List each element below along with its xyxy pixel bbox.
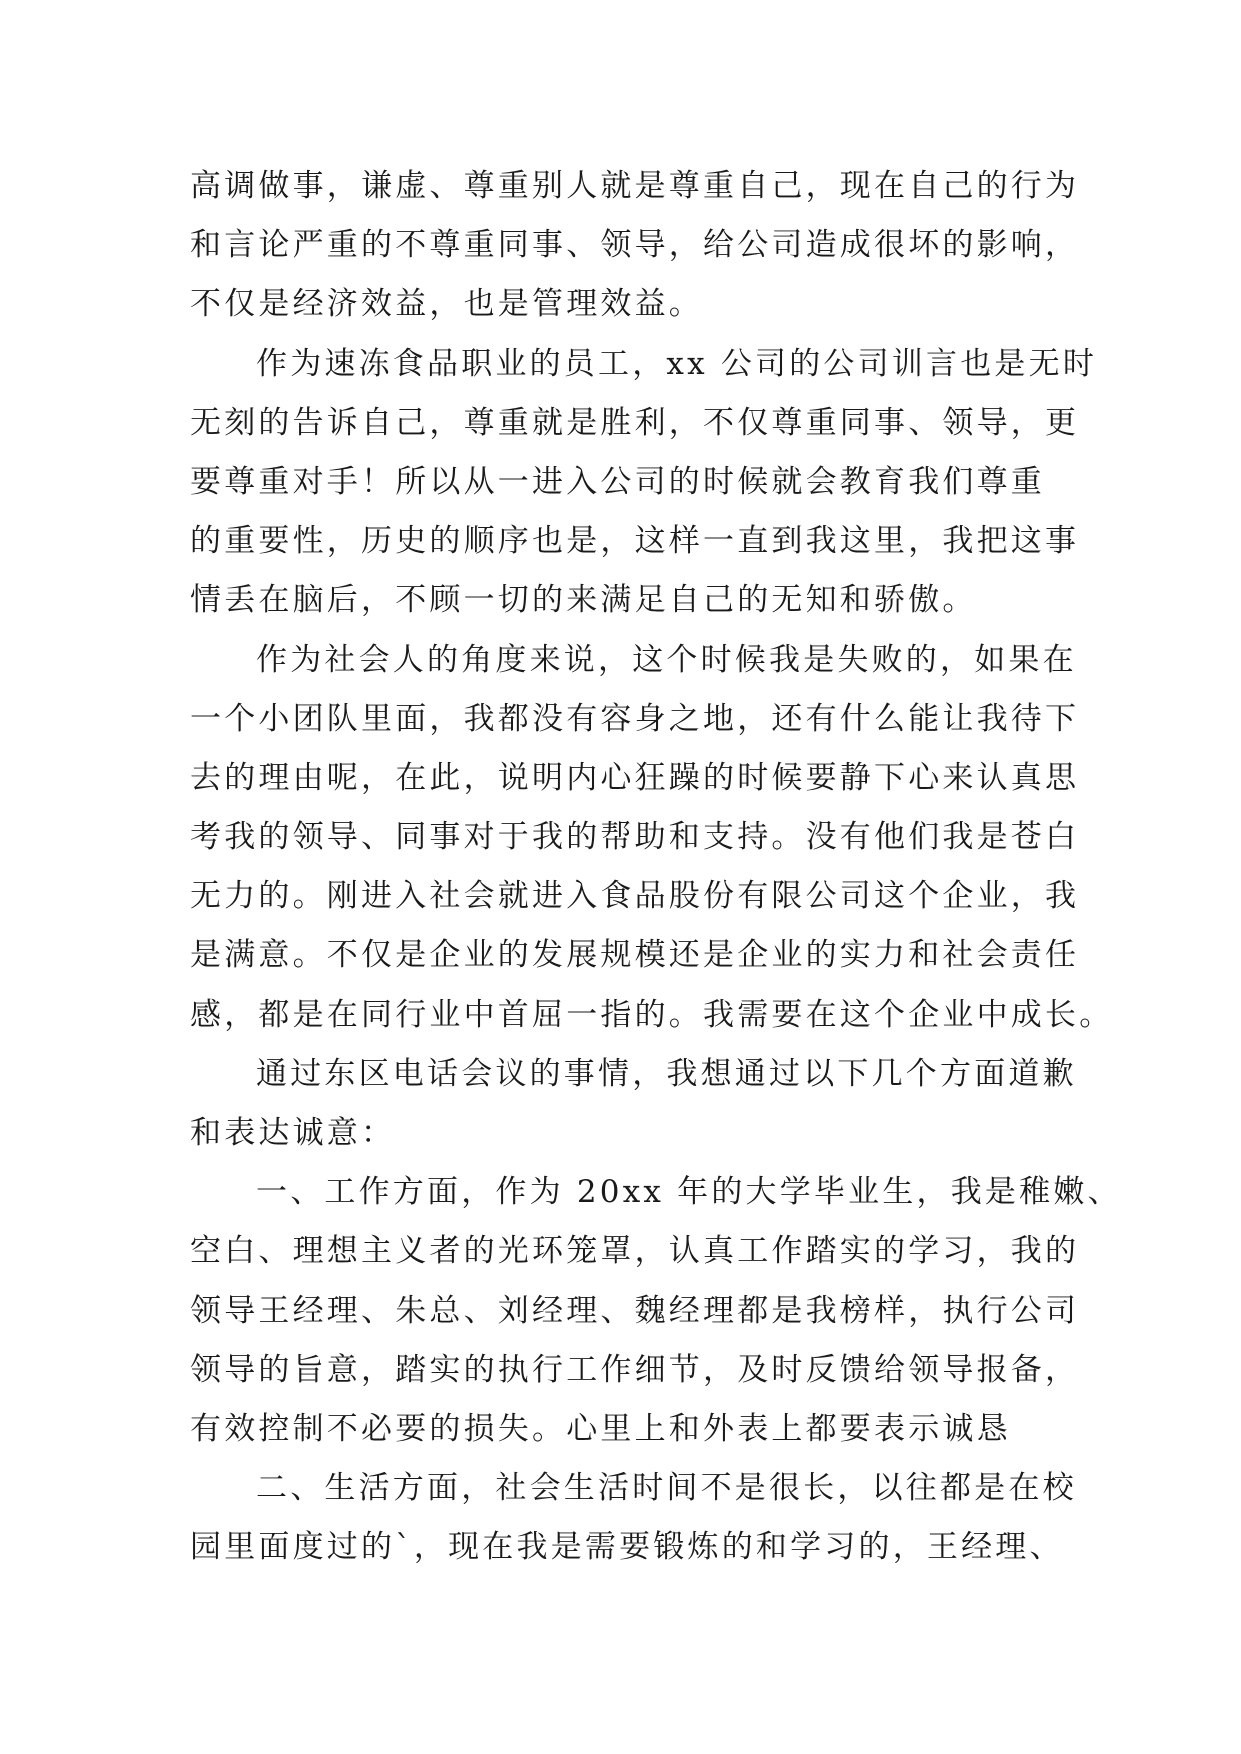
text-line: 的重要性，历史的顺序也是，这样一直到我这里，我把这事 xyxy=(190,523,1080,560)
text-line: 去的理由呢，在此，说明内心狂躁的时候要静下心来认真思 xyxy=(190,759,1080,796)
text-line: 考我的领导、同事对于我的帮助和支持。没有他们我是苍白 xyxy=(190,819,1080,856)
text-line: 有效控制不必要的损失。心里上和外表上都要表示诚恳 xyxy=(190,1410,1011,1447)
text-line: 领导的旨意，踏实的执行工作细节，及时反馈给领导报备， xyxy=(190,1351,1080,1388)
text-line: 空白、理想主义者的光环笼罩，认真工作踏实的学习，我的 xyxy=(190,1233,1080,1270)
text-line: 要尊重对手！所以从一进入公司的时候就会教育我们尊重 xyxy=(190,463,1045,500)
text-line: 无刻的告诉自己，尊重就是胜利，不仅尊重同事、领导，更 xyxy=(190,404,1080,441)
document-body xyxy=(190,157,1122,1578)
text-line: 和表达诚意： xyxy=(190,1115,396,1151)
text-line: 感，都是在同行业中首屈一指的。我需要在这个企业中成长。 xyxy=(190,996,1114,1033)
text-line: 和言论严重的不尊重同事、领导，给公司造成很坏的影响， xyxy=(190,227,1080,264)
text-line: 领导王经理、朱总、刘经理、魏经理都是我榜样，执行公司 xyxy=(190,1292,1080,1329)
text-line: 园里面度过的`，现在我是需要锻炼的和学习的，王经理、 xyxy=(190,1529,1064,1566)
text-line: 无力的。刚进入社会就进入食品股份有限公司这个企业，我 xyxy=(190,878,1080,915)
text-line: 情丢在脑后，不顾一切的来满足自己的无知和骄傲。 xyxy=(190,582,977,619)
paragraph-first-line: 通过东区电话会议的事情，我想通过以下几个方面道歉 xyxy=(256,1055,1077,1092)
text-line: 是满意。不仅是企业的发展规模还是企业的实力和社会责任 xyxy=(190,937,1080,974)
paragraph-first-line: 二、生活方面，社会生活时间不是很长，以往都是在校 xyxy=(256,1470,1077,1507)
text-line: 不仅是经济效益，也是管理效益。 xyxy=(190,286,703,323)
paragraph-first-line: 作为社会人的角度来说，这个时候我是失败的，如果在 xyxy=(256,641,1077,678)
paragraph-first-line: 一、工作方面，作为 20xx 年的大学毕业生，我是稚嫩、 xyxy=(256,1174,1122,1211)
text-line: 高调做事，谦虚、尊重别人就是尊重自己，现在自己的行为 xyxy=(190,168,1080,204)
paragraph-first-line: 作为速冻食品职业的员工，xx 公司的公司训言也是无时 xyxy=(256,345,1098,382)
text-line: 一个小团队里面，我都没有容身之地，还有什么能让我待下 xyxy=(190,700,1080,737)
